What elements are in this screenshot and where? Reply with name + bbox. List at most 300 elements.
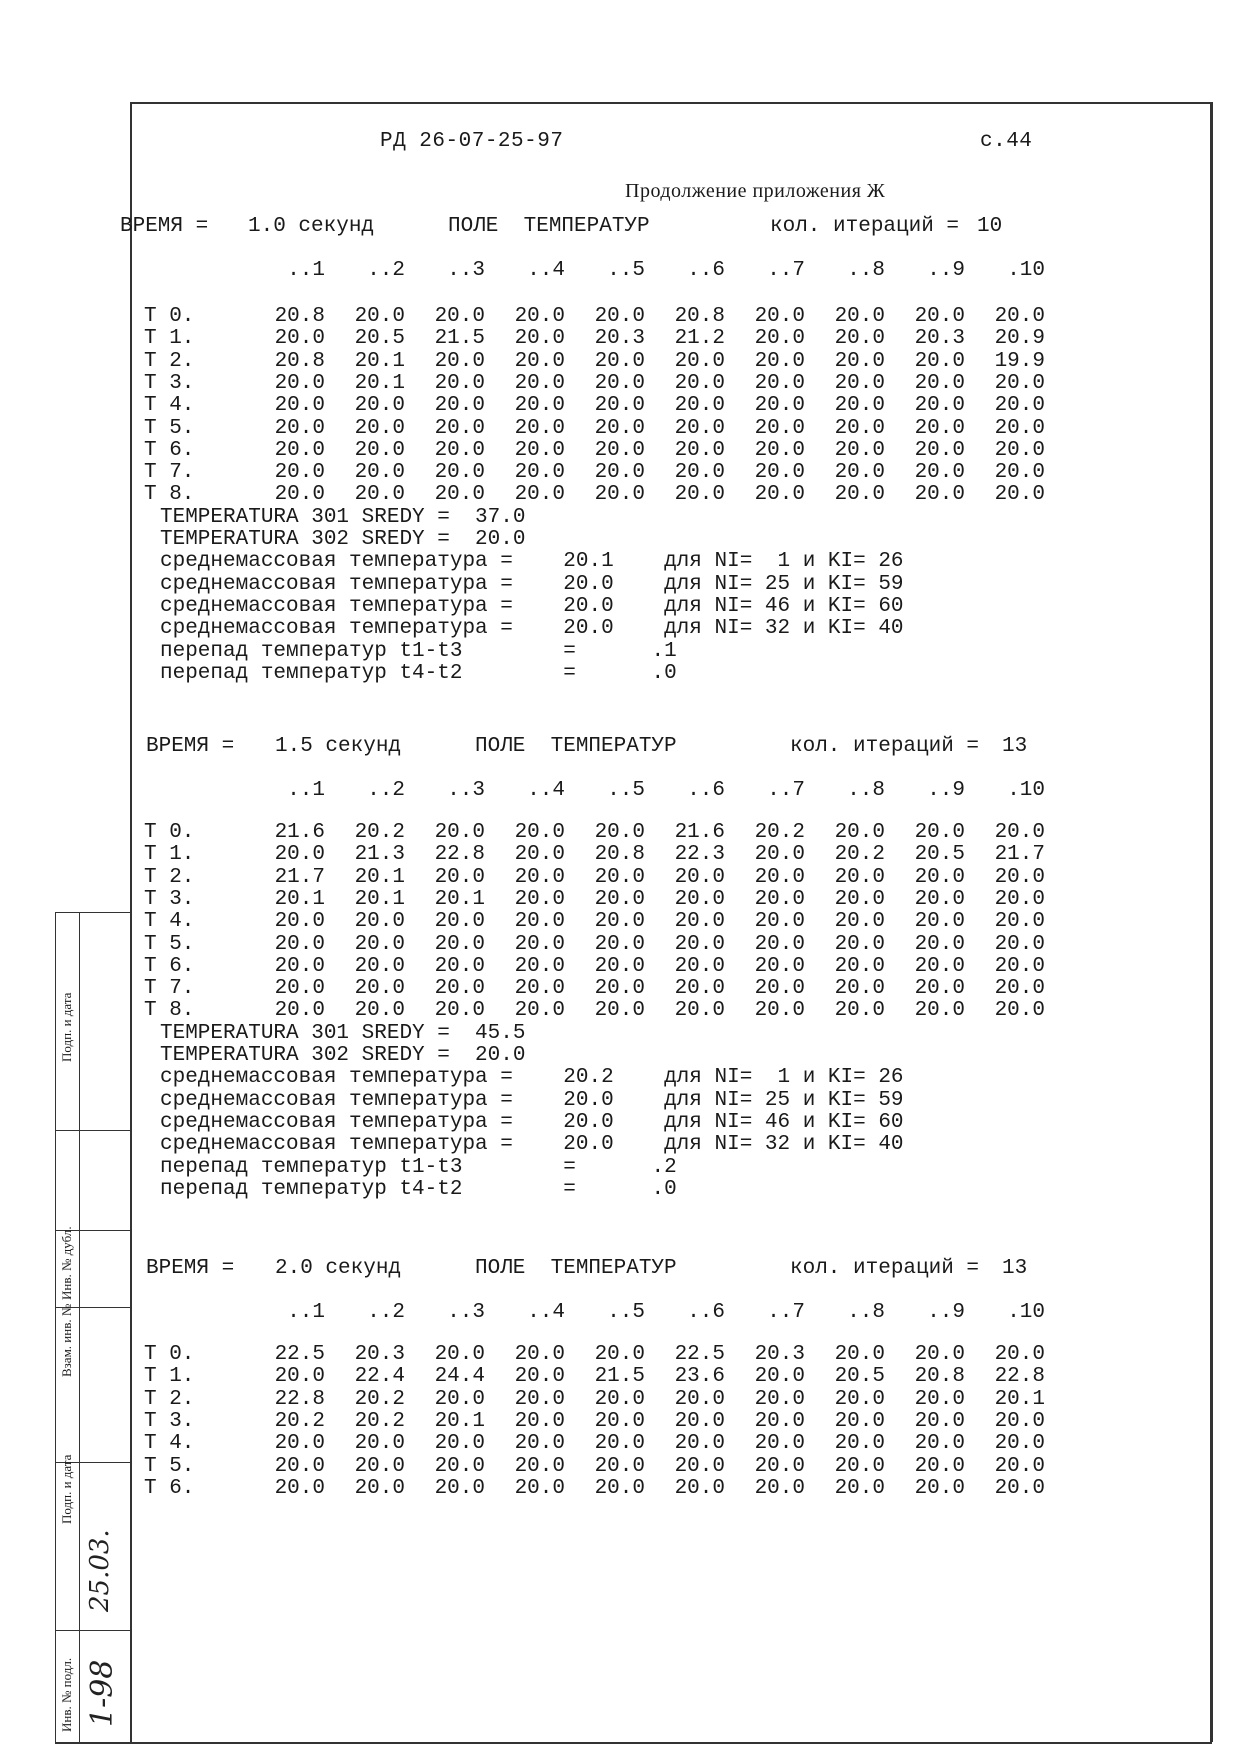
table-cell: 20.0	[354, 1454, 405, 1478]
stamp-label-dup-inv: Инв. № дубл.	[59, 1226, 74, 1300]
continuation-title: Продолжение приложения Ж	[625, 180, 886, 202]
table-cell: 20.0	[674, 910, 725, 934]
table-cell: 20.0	[274, 394, 325, 418]
table-cell: 20.0	[914, 999, 965, 1023]
table-cell: 21.5	[434, 327, 485, 351]
table-cell: 20.0	[994, 394, 1045, 418]
table-cell: 20.0	[674, 1476, 725, 1500]
table-cell: 20.0	[354, 394, 405, 418]
summary-line: среднемассовая температура = 20.2 для NI= 1 и KI= 26	[160, 1066, 904, 1090]
summary-line: перепад температур t4-t2 = .0	[160, 661, 677, 685]
document-stamp	[55, 912, 130, 1742]
table-cell: 20.0	[434, 438, 485, 462]
column-header: ..5	[607, 259, 645, 282]
table-cell: 20.9	[994, 327, 1045, 351]
time-value: 2.0 секунд	[275, 1257, 402, 1280]
row-label: T 1.	[144, 1365, 195, 1389]
table-cell: 20.0	[594, 483, 645, 507]
table-cell: 20.0	[434, 999, 485, 1023]
table-cell: 20.0	[354, 954, 405, 978]
table-cell: 20.0	[514, 910, 565, 934]
table-cell: 22.5	[674, 1343, 725, 1366]
table-cell: 21.6	[674, 821, 725, 844]
table-cell: 20.0	[834, 349, 885, 373]
table-cell: 20.0	[354, 932, 405, 956]
table-cell: 20.2	[834, 843, 885, 867]
time-label: ВРЕМЯ =	[146, 735, 235, 758]
table-cell: 20.0	[674, 1432, 725, 1456]
table-cell: 20.0	[754, 954, 805, 978]
table-cell: 20.3	[354, 1343, 405, 1366]
table-cell: 20.0	[754, 977, 805, 1001]
table-cell: 20.0	[914, 416, 965, 440]
column-header: ..1	[287, 259, 325, 282]
table-cell: 20.0	[274, 438, 325, 462]
table-cell: 20.0	[914, 394, 965, 418]
table-cell: 20.0	[994, 438, 1045, 462]
table-cell: 20.0	[914, 954, 965, 978]
table-cell: 20.0	[514, 1476, 565, 1500]
table-cell: 20.0	[514, 438, 565, 462]
table-cell: 20.0	[994, 932, 1045, 956]
table-cell: 20.0	[834, 483, 885, 507]
table-cell: 20.0	[514, 954, 565, 978]
row-label: T 1.	[144, 327, 195, 351]
table-cell: 20.0	[274, 843, 325, 867]
table-cell: 20.0	[354, 438, 405, 462]
table-cell: 20.0	[754, 349, 805, 373]
table-cell: 20.0	[514, 371, 565, 395]
table-cell: 20.0	[514, 843, 565, 867]
row-label: T 6.	[144, 1476, 195, 1500]
summary-line: TEMPERATURA 302 SREDY = 20.0	[160, 1044, 526, 1067]
iterations-label: кол. итераций =	[790, 735, 980, 758]
table-cell: 20.0	[594, 371, 645, 395]
row-label: T 5.	[144, 1454, 195, 1478]
table-cell: 21.2	[674, 327, 725, 351]
row-label: T 5.	[144, 932, 195, 956]
row-label: T 0.	[144, 821, 195, 844]
stamp-label-sign-date: Подп. и дата	[59, 992, 74, 1062]
table-cell: 20.0	[834, 1343, 885, 1366]
table-cell: 20.0	[914, 1432, 965, 1456]
table-cell: 20.0	[354, 416, 405, 440]
table-cell: 20.0	[594, 349, 645, 373]
table-cell: 20.0	[834, 1387, 885, 1411]
table-cell: 20.0	[274, 954, 325, 978]
table-cell: 20.0	[514, 416, 565, 440]
table-cell: 20.0	[994, 371, 1045, 395]
column-header: ..4	[527, 1301, 565, 1324]
table-cell: 20.0	[914, 865, 965, 889]
table-cell: 20.0	[994, 1454, 1045, 1478]
table-cell: 20.0	[994, 887, 1045, 911]
table-cell: 20.0	[514, 1454, 565, 1478]
table-cell: 20.0	[674, 865, 725, 889]
field-label: ПОЛЕ ТЕМПЕРАТУР	[448, 215, 650, 238]
table-cell: 21.7	[274, 865, 325, 889]
table-cell: 20.0	[914, 483, 965, 507]
table-cell: 20.2	[274, 1409, 325, 1433]
table-cell: 20.0	[754, 461, 805, 485]
table-cell: 20.0	[274, 1476, 325, 1500]
table-cell: 20.0	[594, 1343, 645, 1366]
iterations-value: 13	[1002, 735, 1028, 758]
row-label: T 4.	[144, 910, 195, 934]
table-cell: 20.0	[674, 954, 725, 978]
table-cell: 20.0	[834, 910, 885, 934]
column-header: ..5	[607, 779, 645, 802]
table-cell: 20.0	[514, 1409, 565, 1433]
table-cell: 20.0	[594, 932, 645, 956]
table-cell: 20.0	[594, 1476, 645, 1500]
table-cell: 20.0	[434, 483, 485, 507]
row-label: T 1.	[144, 843, 195, 867]
row-label: T 2.	[144, 865, 195, 889]
table-cell: 20.0	[674, 416, 725, 440]
time-label: ВРЕМЯ =	[120, 215, 209, 238]
column-header: ..7	[767, 1301, 805, 1324]
table-cell: 20.0	[354, 461, 405, 485]
table-cell: 20.0	[994, 977, 1045, 1001]
table-cell: 20.0	[594, 1387, 645, 1411]
table-cell: 20.0	[594, 821, 645, 844]
table-cell: 20.0	[274, 1365, 325, 1389]
table-cell: 20.0	[914, 1476, 965, 1500]
table-cell: 20.0	[994, 416, 1045, 440]
table-cell: 20.8	[274, 349, 325, 373]
table-cell: 20.0	[754, 1387, 805, 1411]
table-cell: 20.0	[434, 954, 485, 978]
row-label: T 6.	[144, 954, 195, 978]
table-cell: 20.0	[514, 932, 565, 956]
table-cell: 20.0	[994, 821, 1045, 844]
column-header: ..9	[927, 779, 965, 802]
stamp-border-left	[55, 912, 56, 1742]
table-cell: 20.0	[834, 932, 885, 956]
table-cell: 20.0	[434, 371, 485, 395]
table-cell: 20.2	[354, 821, 405, 844]
table-cell: 20.0	[914, 1343, 965, 1366]
table-cell: 20.0	[434, 1387, 485, 1411]
table-cell: 21.3	[354, 843, 405, 867]
row-label: T 7.	[144, 977, 195, 1001]
summary-line: среднемассовая температура = 20.0 для NI= 32 и KI= 40	[160, 617, 904, 641]
table-cell: 22.5	[274, 1343, 325, 1366]
table-cell: 20.0	[754, 1409, 805, 1433]
table-cell: 20.8	[674, 305, 725, 328]
table-cell: 20.0	[354, 977, 405, 1001]
stamp-label-replace-inv: Взам. инв. №	[59, 1303, 74, 1377]
column-header: ..3	[447, 259, 485, 282]
handwritten-signature-date: 25.03.	[85, 1529, 115, 1612]
table-cell: 20.0	[834, 999, 885, 1023]
page-frame-top	[130, 102, 1210, 104]
column-header: ..4	[527, 779, 565, 802]
stamp-divider	[79, 912, 80, 1742]
table-cell: 20.0	[594, 999, 645, 1023]
table-cell: 20.0	[674, 349, 725, 373]
table-cell: 20.0	[754, 865, 805, 889]
summary-line: среднемассовая температура = 20.0 для NI= 46 и KI= 60	[160, 1110, 904, 1134]
table-cell: 20.2	[354, 1387, 405, 1411]
column-header: .10	[1007, 1301, 1045, 1324]
column-header: .10	[1007, 259, 1045, 282]
table-cell: 20.0	[434, 821, 485, 844]
page-number: с.44	[980, 130, 1033, 153]
table-cell: 20.0	[754, 305, 805, 328]
table-cell: 20.0	[914, 932, 965, 956]
row-label: T 3.	[144, 887, 195, 911]
table-cell: 20.8	[274, 305, 325, 328]
table-cell: 22.8	[274, 1387, 325, 1411]
table-cell: 20.0	[594, 977, 645, 1001]
table-cell: 20.0	[434, 977, 485, 1001]
table-cell: 20.0	[674, 999, 725, 1023]
table-cell: 20.0	[754, 1454, 805, 1478]
table-cell: 20.0	[994, 1343, 1045, 1366]
table-cell: 20.0	[674, 932, 725, 956]
stamp-line	[55, 1630, 130, 1631]
table-cell: 20.0	[434, 1343, 485, 1366]
summary-line: среднемассовая температура = 20.0 для NI= 32 и KI= 40	[160, 1133, 904, 1157]
table-cell: 20.0	[354, 999, 405, 1023]
table-cell: 20.0	[434, 910, 485, 934]
table-cell: 20.1	[274, 887, 325, 911]
table-cell: 20.0	[674, 483, 725, 507]
time-label: ВРЕМЯ =	[146, 1257, 235, 1280]
table-cell: 20.0	[354, 1476, 405, 1500]
table-cell: 20.0	[754, 910, 805, 934]
table-cell: 20.0	[674, 371, 725, 395]
table-cell: 20.0	[514, 999, 565, 1023]
table-cell: 23.6	[674, 1365, 725, 1389]
column-header: ..7	[767, 779, 805, 802]
table-cell: 20.0	[994, 483, 1045, 507]
time-value: 1.5 секунд	[275, 735, 402, 758]
table-cell: 20.0	[834, 954, 885, 978]
table-cell: 20.1	[994, 1387, 1045, 1411]
table-cell: 20.0	[434, 1476, 485, 1500]
table-cell: 20.0	[434, 394, 485, 418]
table-cell: 20.0	[834, 371, 885, 395]
summary-line: TEMPERATURA 301 SREDY = 45.5	[160, 1021, 526, 1045]
table-cell: 20.1	[434, 887, 485, 911]
column-header: ..9	[927, 259, 965, 282]
table-cell: 20.1	[354, 887, 405, 911]
page-frame-right	[1210, 102, 1213, 1742]
summary-line: TEMPERATURA 302 SREDY = 20.0	[160, 528, 526, 551]
table-cell: 20.0	[434, 349, 485, 373]
table-cell: 20.0	[274, 327, 325, 351]
table-cell: 20.0	[914, 305, 965, 328]
table-cell: 20.0	[354, 1432, 405, 1456]
column-header: ..6	[687, 259, 725, 282]
column-header: ..6	[687, 1301, 725, 1324]
stamp-label-orig-inv: Инв. № подл.	[59, 1657, 74, 1732]
table-cell: 20.0	[274, 371, 325, 395]
table-cell: 20.0	[514, 1432, 565, 1456]
table-cell: 20.0	[994, 1476, 1045, 1500]
table-cell: 20.0	[514, 887, 565, 911]
table-cell: 20.0	[594, 910, 645, 934]
table-cell: 20.0	[754, 416, 805, 440]
table-cell: 20.0	[914, 1387, 965, 1411]
table-cell: 20.0	[594, 305, 645, 328]
table-cell: 20.0	[674, 977, 725, 1001]
table-cell: 20.0	[274, 1454, 325, 1478]
table-cell: 20.0	[994, 999, 1045, 1023]
table-cell: 22.4	[354, 1365, 405, 1389]
page-frame-left	[130, 102, 132, 1742]
row-label: T 8.	[144, 483, 195, 507]
field-label: ПОЛЕ ТЕМПЕРАТУР	[475, 735, 677, 758]
row-label: T 0.	[144, 305, 195, 328]
stamp-label-sign-date-2: Подп. и дата	[59, 1454, 74, 1524]
table-cell: 20.0	[754, 1476, 805, 1500]
table-cell: 20.0	[914, 438, 965, 462]
table-cell: 20.0	[914, 821, 965, 844]
table-cell: 19.9	[994, 349, 1045, 373]
table-cell: 20.0	[834, 1432, 885, 1456]
row-label: T 3.	[144, 1409, 195, 1433]
iterations-label: кол. итераций =	[790, 1257, 980, 1280]
table-cell: 20.0	[834, 1409, 885, 1433]
table-cell: 20.0	[674, 887, 725, 911]
table-cell: 20.3	[914, 327, 965, 351]
table-cell: 20.0	[434, 1432, 485, 1456]
table-cell: 20.0	[514, 394, 565, 418]
table-cell: 22.8	[434, 843, 485, 867]
table-cell: 20.0	[274, 932, 325, 956]
table-cell: 20.0	[514, 865, 565, 889]
table-cell: 20.0	[994, 305, 1045, 328]
table-cell: 20.5	[914, 843, 965, 867]
column-header: ..1	[287, 1301, 325, 1324]
summary-line: среднемассовая температура = 20.1 для NI= 1 и KI= 26	[160, 550, 904, 574]
table-cell: 20.0	[914, 977, 965, 1001]
table-cell: 20.1	[434, 1409, 485, 1433]
summary-line: перепад температур t4-t2 = .0	[160, 1177, 677, 1201]
table-cell: 20.0	[594, 865, 645, 889]
column-header: ..5	[607, 1301, 645, 1324]
column-header: ..9	[927, 1301, 965, 1324]
table-cell: 20.2	[754, 821, 805, 844]
table-cell: 20.0	[994, 1409, 1045, 1433]
table-cell: 20.0	[914, 349, 965, 373]
handwritten-inventory-number: 1-98	[85, 1659, 120, 1727]
table-cell: 20.0	[434, 932, 485, 956]
column-header: ..8	[847, 779, 885, 802]
column-header: ..7	[767, 259, 805, 282]
table-cell: 20.0	[834, 394, 885, 418]
table-cell: 20.0	[994, 865, 1045, 889]
iterations-value: 10	[977, 215, 1003, 238]
table-cell: 20.0	[834, 438, 885, 462]
table-cell: 20.0	[994, 461, 1045, 485]
table-cell: 20.0	[994, 1432, 1045, 1456]
table-cell: 20.8	[914, 1365, 965, 1389]
table-cell: 20.0	[594, 1409, 645, 1433]
table-cell: 20.0	[594, 461, 645, 485]
table-cell: 20.0	[514, 821, 565, 844]
table-cell: 20.0	[754, 932, 805, 956]
table-cell: 20.1	[354, 371, 405, 395]
summary-line: TEMPERATURA 301 SREDY = 37.0	[160, 505, 526, 529]
table-cell: 20.0	[834, 887, 885, 911]
table-cell: 20.0	[754, 394, 805, 418]
table-cell: 20.0	[834, 977, 885, 1001]
iterations-label: кол. итераций =	[770, 215, 960, 238]
table-cell: 20.0	[834, 865, 885, 889]
table-cell: 20.0	[754, 327, 805, 351]
stamp-line	[55, 912, 130, 913]
summary-line: перепад температур t1-t3 = .2	[160, 1155, 677, 1179]
table-cell: 20.0	[834, 305, 885, 328]
table-cell: 20.0	[434, 865, 485, 889]
table-cell: 20.0	[354, 910, 405, 934]
table-cell: 20.5	[354, 327, 405, 351]
table-cell: 20.0	[274, 416, 325, 440]
table-cell: 20.0	[754, 438, 805, 462]
table-cell: 20.0	[754, 1432, 805, 1456]
time-value: 1.0 секунд	[248, 215, 375, 238]
table-cell: 20.0	[834, 821, 885, 844]
table-cell: 20.0	[674, 1387, 725, 1411]
table-cell: 20.0	[834, 461, 885, 485]
table-cell: 20.0	[274, 999, 325, 1023]
field-label: ПОЛЕ ТЕМПЕРАТУР	[475, 1257, 677, 1280]
table-cell: 20.0	[914, 1454, 965, 1478]
table-cell: 20.0	[594, 416, 645, 440]
row-label: T 4.	[144, 1432, 195, 1456]
table-cell: 20.1	[354, 349, 405, 373]
table-cell: 20.8	[594, 843, 645, 867]
row-label: T 4.	[144, 394, 195, 418]
table-cell: 20.0	[914, 371, 965, 395]
table-cell: 20.5	[834, 1365, 885, 1389]
table-cell: 20.0	[914, 910, 965, 934]
page-frame-bottom	[55, 1742, 1212, 1744]
table-cell: 20.3	[594, 327, 645, 351]
column-header: ..1	[287, 779, 325, 802]
table-cell: 20.0	[834, 327, 885, 351]
summary-line: среднемассовая температура = 20.0 для NI= 46 и KI= 60	[160, 594, 904, 618]
table-cell: 20.0	[434, 416, 485, 440]
table-cell: 20.0	[514, 1387, 565, 1411]
table-cell: 20.0	[674, 1409, 725, 1433]
table-cell: 20.0	[274, 977, 325, 1001]
row-label: T 6.	[144, 438, 195, 462]
table-cell: 20.0	[914, 1409, 965, 1433]
row-label: T 2.	[144, 1387, 195, 1411]
table-cell: 20.0	[514, 1343, 565, 1366]
table-cell: 20.0	[674, 438, 725, 462]
table-cell: 20.0	[274, 1432, 325, 1456]
document-code: РД 26-07-25-97	[380, 130, 564, 153]
table-cell: 20.0	[834, 1454, 885, 1478]
row-label: T 3.	[144, 371, 195, 395]
table-cell: 20.2	[354, 1409, 405, 1433]
column-header: ..8	[847, 259, 885, 282]
table-cell: 22.8	[994, 1365, 1045, 1389]
stamp-line	[55, 1130, 130, 1131]
table-cell: 20.3	[754, 1343, 805, 1366]
iterations-value: 13	[1002, 1257, 1028, 1280]
table-cell: 20.0	[514, 977, 565, 1001]
table-cell: 20.0	[914, 887, 965, 911]
table-cell: 20.0	[514, 349, 565, 373]
